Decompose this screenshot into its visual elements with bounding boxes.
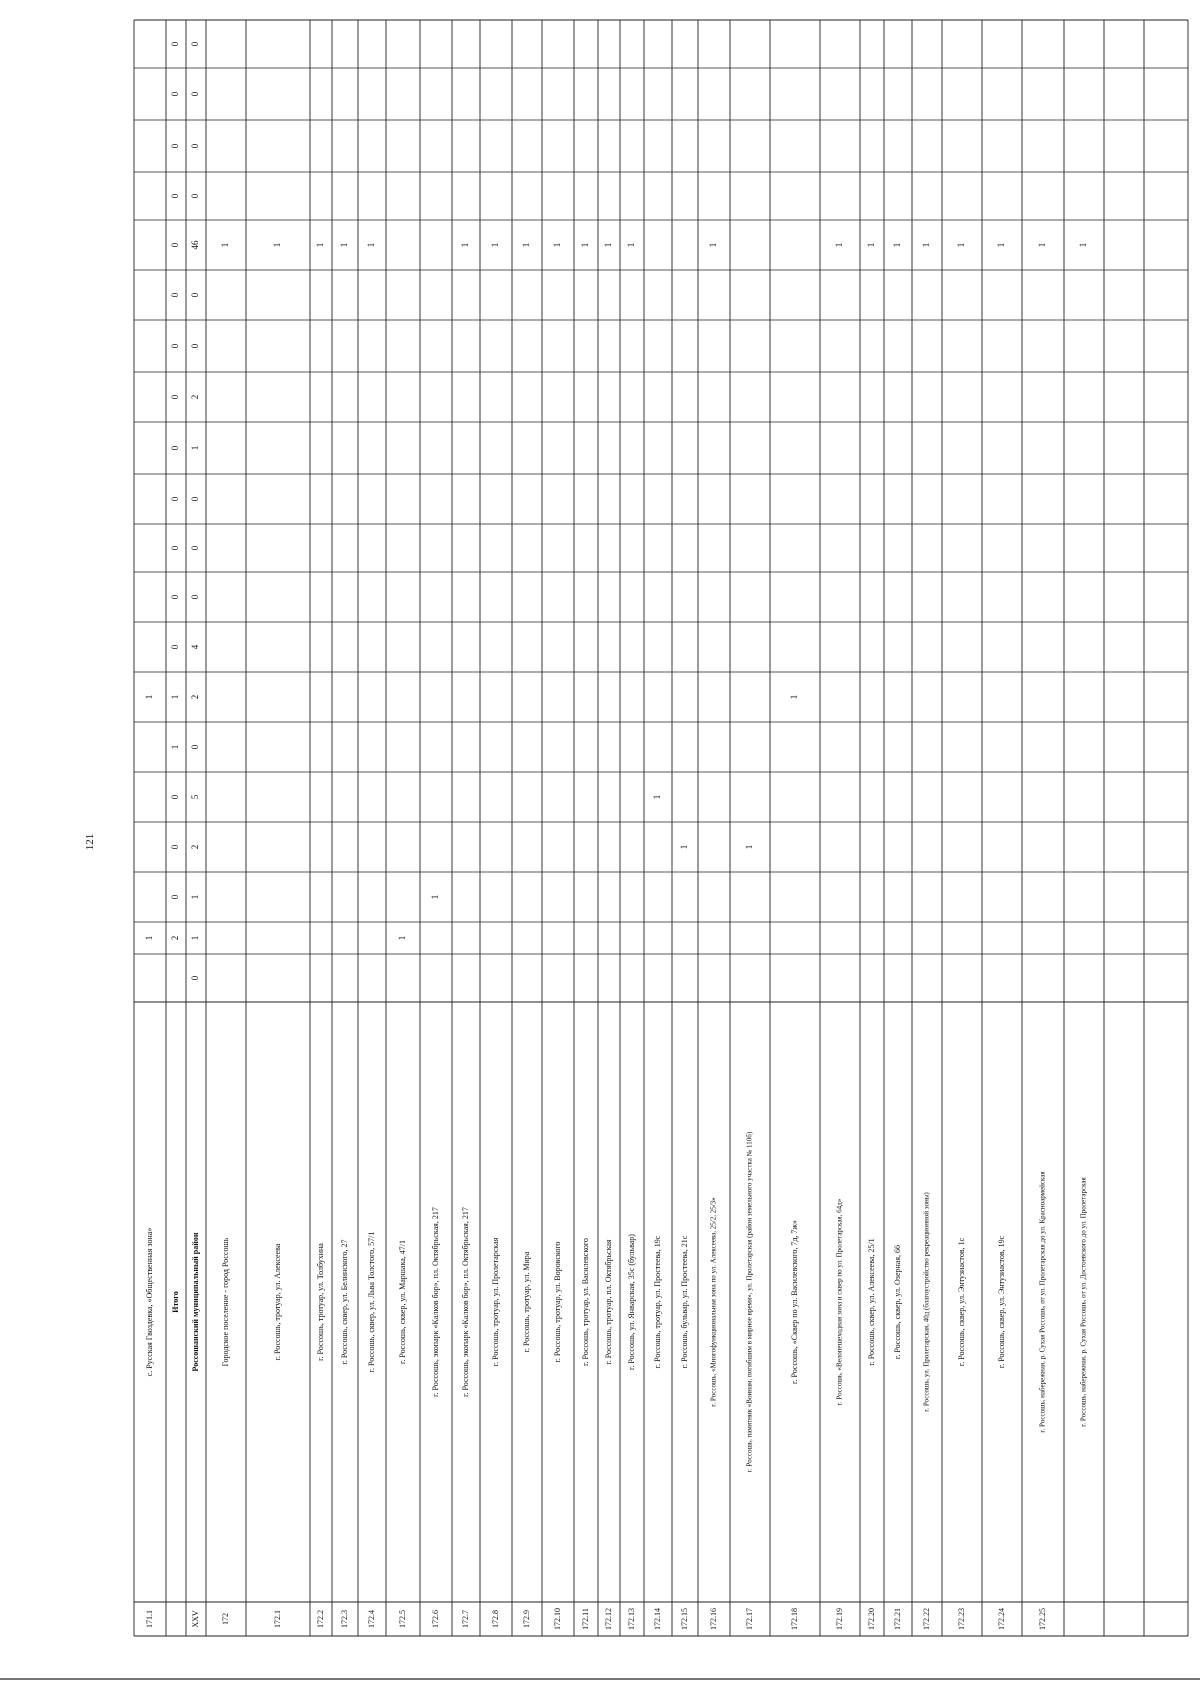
value-cell: 0: [170, 644, 181, 650]
row-number: 172.3: [339, 1610, 349, 1628]
row-name: г. Россошь, сквер, ул. Энтузиастов, 1с: [956, 1237, 966, 1367]
row-name: г. Россошь, тротуар, ул. Пролетарская: [490, 1237, 500, 1367]
row-name: г. Россошь, сквер, ул. Белинского, 27: [339, 1239, 349, 1365]
value-cell: 1: [144, 694, 155, 700]
value-cell: 4: [190, 644, 201, 650]
row-name: г. Россошь, «Многофункциональная зона по ул. Алексеева, 25/2, 25/3»: [709, 1197, 718, 1407]
value-cell: 1: [490, 242, 501, 248]
value-cell: 1: [220, 242, 231, 248]
value-cell: 0: [170, 143, 181, 149]
row-number: 172.22: [921, 1608, 931, 1630]
row-name: г. Россошь, набережная, р. Сухая Россошь, от ул. Пролетарская до ул. Красноармейская: [1038, 1171, 1047, 1433]
value-cell: 1: [430, 894, 441, 900]
value-cell: 0: [170, 794, 181, 800]
value-cell: 1: [190, 894, 201, 900]
row-name: г. Россошь, экопарк «Калков бор», пл. Октябрьская, 217: [460, 1207, 470, 1397]
value-cell: 2: [190, 844, 201, 850]
value-cell: 1: [744, 844, 755, 850]
row-number: 172.24: [996, 1608, 1006, 1630]
row-name: г. Россошь, сквер, ул. Энтузиастов, 19с: [996, 1235, 1006, 1369]
value-cell: 1: [366, 242, 377, 248]
rotated-table: [124, 16, 1196, 1652]
row-number: 172.15: [679, 1608, 689, 1630]
value-cell: 0: [170, 394, 181, 400]
table-grid: [134, 20, 1188, 1636]
row-number: 172.6: [430, 1610, 440, 1628]
row-number: 172.12: [603, 1608, 613, 1630]
value-cell: 0: [170, 445, 181, 451]
value-cell: 1: [1037, 242, 1048, 248]
row-name: Россошанский муниципальный район: [190, 1232, 200, 1372]
row-name: с. Русская Гвоздевка, «Общественная зона»: [144, 1227, 154, 1377]
value-cell: 0: [170, 91, 181, 97]
value-cell: 1: [580, 242, 591, 248]
row-name: Городское поселение - город Россошь: [220, 1237, 230, 1367]
value-cell: 1: [1078, 242, 1089, 248]
value-cell: 1: [144, 935, 155, 941]
row-number: 172.8: [490, 1610, 500, 1628]
row-name: г. Россошь, тротуар, ул. Толбухина: [315, 1243, 325, 1361]
row-name: г. Россошь, набережная, р. Сухая Россошь, от ул. Достоевского до ул. Пролетарская: [1079, 1177, 1088, 1427]
value-cell: 1: [460, 242, 471, 248]
value-cell: 1: [603, 242, 614, 248]
row-number: 172.18: [789, 1608, 799, 1630]
value-cell: 1: [921, 242, 932, 248]
value-cell: 1: [679, 844, 690, 850]
value-cell: 1: [956, 242, 967, 248]
row-name: Итого: [170, 1291, 180, 1313]
value-cell: 1: [170, 744, 181, 750]
value-cell: 0: [190, 545, 201, 551]
value-cell: 1: [521, 242, 532, 248]
row-name: г. Россошь, сквер, ул. Льва Толстого, 57/1: [366, 1231, 376, 1373]
row-name: г. Россошь, «Сквер по ул. Василевского, 7д, 7ж»: [789, 1220, 799, 1384]
value-cell: 2: [190, 394, 201, 400]
value-cell: 1: [190, 935, 201, 941]
value-cell: 46: [190, 240, 201, 250]
value-cell: 0: [190, 292, 201, 298]
value-cell: 0: [170, 545, 181, 551]
value-cell: 1: [892, 242, 903, 248]
value-cell: 5: [190, 794, 201, 800]
value-cell: 1: [866, 242, 877, 248]
page-edge-line: [0, 1678, 1200, 1680]
row-number: XXV: [190, 1610, 200, 1628]
row-name: г. Россошь, ул. Январская, 35с (бульвар): [626, 1234, 636, 1370]
row-number: 172.2: [315, 1610, 325, 1628]
row-number: 172.5: [397, 1610, 407, 1628]
value-cell: 0: [170, 496, 181, 502]
value-cell: 0: [170, 343, 181, 349]
row-number: 172: [220, 1613, 230, 1625]
value-cell: 1: [339, 242, 350, 248]
value-cell: 0: [190, 91, 201, 97]
row-name: г. Россошь, экопарк «Калков бор», пл. Октябрьская, 217: [430, 1207, 440, 1397]
value-cell: 1: [315, 242, 326, 248]
row-name: г. Россошь, памятник «Воинам, погибшим в мирное время», ул. Пролетарская (район земельного участка № 110б): [745, 1131, 754, 1473]
row-name: г. Россошь, тротуар, ул. Василевского: [580, 1238, 590, 1366]
row-number: 172.7: [460, 1610, 470, 1628]
value-cell: 2: [190, 694, 201, 700]
value-cell: 1: [708, 242, 719, 248]
row-number: 172.9: [521, 1610, 531, 1628]
value-cell: 1: [996, 242, 1007, 248]
page-number: 121: [84, 833, 96, 851]
value-cell: 0: [170, 242, 181, 248]
value-cell: 0: [170, 894, 181, 900]
value-cell: 0: [190, 744, 201, 750]
row-number: 172.25: [1037, 1608, 1047, 1630]
row-name: г. Россошь, тротуар, пл. Октябрьская: [603, 1239, 613, 1365]
value-cell: 1: [397, 935, 408, 941]
value-cell: 0: [170, 292, 181, 298]
row-number: 172.23: [956, 1608, 966, 1630]
row-number: 172.20: [866, 1608, 876, 1630]
table-cells: [144, 41, 1088, 1630]
value-cell: 0: [170, 193, 181, 199]
value-cell: 0: [190, 143, 201, 149]
value-cell: 1: [652, 794, 663, 800]
row-number: 172.1: [272, 1610, 282, 1628]
row-name: г. Россошь, тротуар, ул. Простеева, 19с: [652, 1235, 662, 1369]
value-cell: 0: [170, 844, 181, 850]
row-name: г. Россошь, бульвар, ул. Простеева, 21с: [679, 1235, 689, 1369]
value-cell: 0: [190, 343, 201, 349]
value-cell: 0: [190, 193, 201, 199]
row-number: 172.13: [626, 1608, 636, 1630]
row-number: 172.4: [366, 1610, 376, 1628]
row-name: г. Россошь, ул. Пролетарская, 40д (благоустройство рекреационной зоны): [922, 1192, 931, 1412]
row-number: 172.19: [834, 1608, 844, 1630]
row-number: 172.11: [580, 1608, 590, 1630]
value-cell: 1: [626, 242, 637, 248]
row-number: 172.16: [708, 1608, 718, 1630]
row-name: г. Россошь, сквер, ул. Алексеева, 25/1: [866, 1238, 876, 1366]
value-cell: 0: [190, 496, 201, 502]
row-name: г. Россошь, сквер, ул. Маршака, 47/1: [397, 1239, 407, 1365]
value-cell: 1: [789, 694, 800, 700]
value-cell: 0: [190, 594, 201, 600]
value-cell: 0: [190, 41, 201, 47]
value-cell: 1: [170, 694, 181, 700]
row-name: г. Россошь, тротуар, ул. Алексеева: [272, 1243, 282, 1361]
row-number: 172.10: [552, 1608, 562, 1630]
row-number: 172.21: [892, 1608, 902, 1630]
row-number: 171.1: [144, 1610, 154, 1628]
row-number: 172.14: [652, 1608, 662, 1630]
row-name: г. Россошь, тротуар, ул. Воровского: [552, 1241, 562, 1363]
value-cell: 0: [190, 975, 201, 981]
value-cell: 1: [190, 445, 201, 451]
value-cell: 1: [272, 242, 283, 248]
value-cell: 1: [834, 242, 845, 248]
value-cell: 0: [170, 594, 181, 600]
value-cell: 0: [170, 41, 181, 47]
value-cell: 2: [170, 935, 181, 941]
value-cell: 1: [552, 242, 563, 248]
row-name: г. Россошь, сквер, ул. Озерная, 66: [892, 1244, 902, 1360]
row-number: 172.17: [744, 1608, 754, 1630]
row-name: г. Россошь, тротуар, ул. Мира: [521, 1251, 531, 1353]
row-name: г. Россошь, «Велопешеходная зона и сквер по ул. Пролетарская, 64д»: [835, 1198, 844, 1406]
